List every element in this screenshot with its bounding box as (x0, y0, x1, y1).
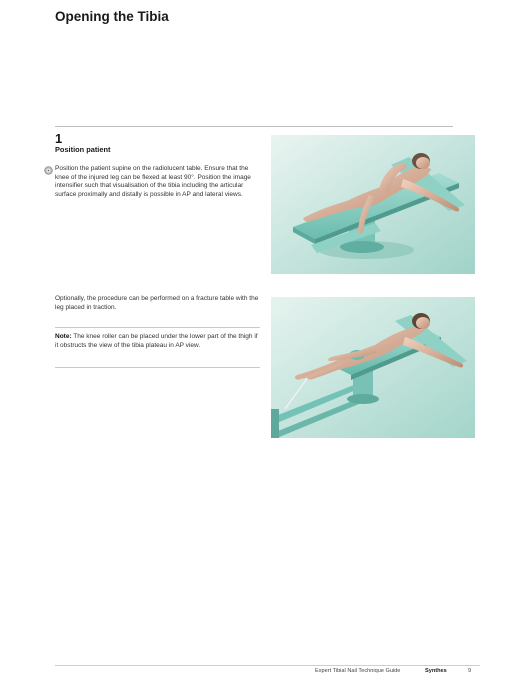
page-title: Opening the Tibia (55, 9, 169, 24)
patient-supine-illustration (271, 135, 475, 274)
step-title: Position patient (55, 145, 111, 154)
page-number: 9 (468, 668, 472, 674)
step-number: 1 (55, 131, 63, 146)
instruction-bullet-icon (44, 166, 53, 175)
note-box (55, 327, 260, 368)
note-text (55, 333, 260, 350)
footer-brand: Synthes (425, 668, 447, 674)
note-label: Note: (55, 333, 72, 340)
note-body: The knee roller can be placed under the lower part of the thigh if it obstructs the view of the tibia plateau in AP view. (55, 333, 258, 349)
footer-document-title: Expert Tibial Nail Technique Guide (315, 668, 401, 674)
section-divider (55, 126, 453, 127)
fracture-table-traction-illustration (271, 297, 475, 438)
optional-procedure-paragraph: Optionally, the procedure can be performed on a fracture table with the leg placed in traction. (55, 295, 259, 311)
footer-divider (55, 665, 480, 666)
instruction-paragraph: Position the patient supine on the radiolucent table. Ensure that the knee of the injured leg can be flexed at least 90°. Position the image intensifier such that visualisation of the tibia including the articular surface proximally and distally is possible in AP and lateral views. (55, 165, 251, 198)
